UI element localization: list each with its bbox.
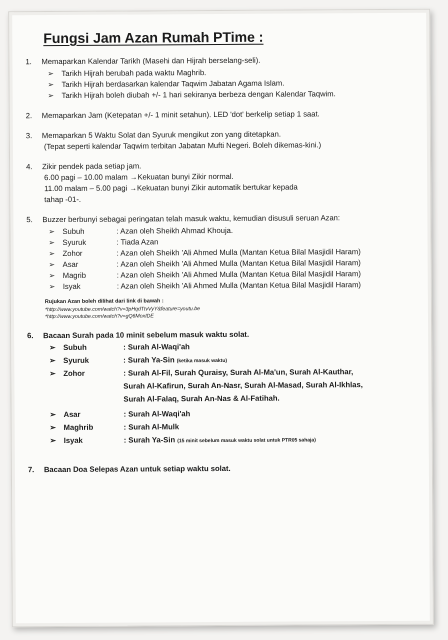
bullet-list — [47, 66, 419, 101]
section-1 — [25, 54, 419, 101]
section-number: 7. — [27, 465, 35, 475]
list-item: ➢ Asar : Surah Al-Waqi'ah — [49, 409, 191, 420]
section-2 — [26, 108, 420, 121]
list-item: ➢ Syuruk : Tiada Azan — [48, 237, 159, 248]
arrow-bullet-icon: ➢ — [49, 410, 56, 420]
list-item: ➢ Tarikh Hijrah berdasarkan kalendar Taqwim Jabatan Agama Islam. — [47, 78, 285, 90]
section-number: 2. — [25, 111, 33, 121]
zikir-line-1: 6.00 pagi – 10.00 malam →Kekuatan bunyi Zikir normal. — [44, 171, 234, 183]
reference-title: Rujukan Azan boleh dilihat dari link di bawah : — [44, 298, 164, 306]
section-4 — [26, 159, 420, 205]
list-item: ➢ Asar : Azan oleh Sheikh 'Ali Ahmed Mulla (Mantan Ketua Bilal Masjidil Haram) — [48, 258, 361, 270]
section-text: Buzzer berbunyi sebagai peringatan telah masuk waktu, kemudian disusuli seruan Azan: — [42, 213, 341, 225]
list-item: ➢ Tarikh Hijrah boleh diubah +/- 1 hari sekiranya berbeza dengan Kalendar Taqwim. — [47, 89, 336, 101]
section-number: 4. — [26, 162, 33, 172]
arrow-bullet-icon: ➢ — [49, 369, 56, 379]
arrow-bullet-icon: ➢ — [48, 282, 56, 292]
list-item: ➢ Subuh : Surah Al-Waqi'ah — [49, 340, 421, 355]
list-item: ➢ Maghrib : Surah Al-Mulk — [49, 422, 180, 433]
section-text: Memaparkan 5 Waktu Solat dan Syuruk mengikut zon yang ditetapkan. — [41, 129, 281, 141]
document-sheet — [8, 9, 434, 628]
list-item: ➢ Magrib : Azan oleh Sheikh 'Ali Ahmed Mulla (Mantan Ketua Bilal Masjidil Haram) — [48, 269, 361, 281]
azan-list — [48, 224, 420, 292]
section-text: Zikir pendek pada setiap jam. — [42, 161, 142, 172]
arrow-bullet-icon: ➢ — [48, 227, 55, 237]
section-text: Memaparkan Jam (Ketepatan +/- 1 minit setahun). LED 'dot' berkelip setiap 1 saat. — [41, 109, 320, 121]
arrow-bullet-icon: ➢ — [49, 343, 56, 353]
section-7 — [28, 462, 422, 475]
list-item: ➢ Tarikh Hijrah berubah pada waktu Maghrib. — [47, 68, 207, 79]
section-text: Bacaan Surah pada 10 minit sebelum masuk waktu solat. — [43, 329, 250, 341]
section-text: Bacaan Doa Selepas Azan untuk setiap waktu solat. — [43, 463, 231, 475]
arrow-bullet-icon: ➢ — [48, 249, 56, 259]
list-item: ➢ Isyak : Surah Ya-Sin (15 minit sebelum masuk waktu solat untuk PTR05 sahaja) — [50, 433, 422, 448]
list-item: ➢ Zohor : Surah Al-Fil, Surah Quraisy, Surah Al-Ma'un, Surah Al-Kauthar, — [49, 367, 354, 379]
section-6 — [27, 328, 422, 448]
arrow-bullet-icon: ➢ — [47, 80, 54, 90]
list-item: ➢ Syuruk : Surah Ya-Sin (ketika masuk waktu) — [49, 353, 421, 368]
section-text: Memaparkan Kalendar Tarikh (Masehi dan Hijrah berselang-seli). — [41, 55, 261, 67]
zikir-line-2: 11.00 malam – 5.00 pagi →Kekuatan bunyi Zikir automatik bertukar kepada — [44, 182, 298, 194]
arrow-bullet-icon: ➢ — [49, 423, 57, 433]
page-title: Fungsi Jam Azan Rumah PTime : — [43, 28, 264, 47]
section-3 — [26, 128, 420, 152]
reference-link[interactable]: *http://www.youtube.com/watch?v=3pHqdTtvVyY&feature=youtu.be — [44, 306, 201, 314]
arrow-bullet-icon: ➢ — [49, 436, 57, 446]
list-item: ➢ Isyak : Azan oleh Sheikh 'Ali Ahmed Mulla (Mantan Ketua Bilal Masjidil Haram) — [48, 280, 361, 292]
list-item: ➢ Zohor : Azan oleh Sheikh 'Ali Ahmed Mulla (Mantan Ketua Bilal Masjidil Haram) — [48, 247, 361, 259]
section-number: 5. — [26, 215, 33, 225]
section-number: 3. — [25, 131, 33, 141]
zikir-line-3: tahap -01-. — [44, 194, 82, 205]
section-subtext: (Tepat seperti kalendar Taqwim terbitan Jabatan Mufti Negeri. Boleh dikemas-kini.) — [43, 140, 322, 152]
list-item: ➢ Subuh : Azan oleh Sheikh Ahmad Khouja. — [48, 225, 234, 237]
section-number: 1. — [25, 57, 32, 67]
arrow-bullet-icon: ➢ — [48, 271, 56, 281]
arrow-bullet-icon: ➢ — [48, 260, 56, 270]
surah-list — [49, 340, 422, 448]
document-body — [25, 28, 423, 616]
list-item-continued: Surah Al-Kafirun, Surah An-Nasr, Surah Al-Masad, Surah Al-Ikhlas, — [123, 380, 363, 391]
reference-link[interactable]: *http://www.youtube.com/watch?v=gQ6MoxIDE — [44, 313, 154, 321]
section-5 — [26, 212, 421, 321]
arrow-bullet-icon: ➢ — [48, 238, 55, 248]
arrow-bullet-icon: ➢ — [49, 356, 56, 366]
section-number: 6. — [27, 331, 34, 341]
arrow-bullet-icon: ➢ — [47, 91, 55, 101]
list-item-continued: Surah Al-Falaq, Surah An-Nas & Al-Fatihah. — [123, 393, 280, 404]
arrow-bullet-icon: ➢ — [47, 69, 54, 79]
